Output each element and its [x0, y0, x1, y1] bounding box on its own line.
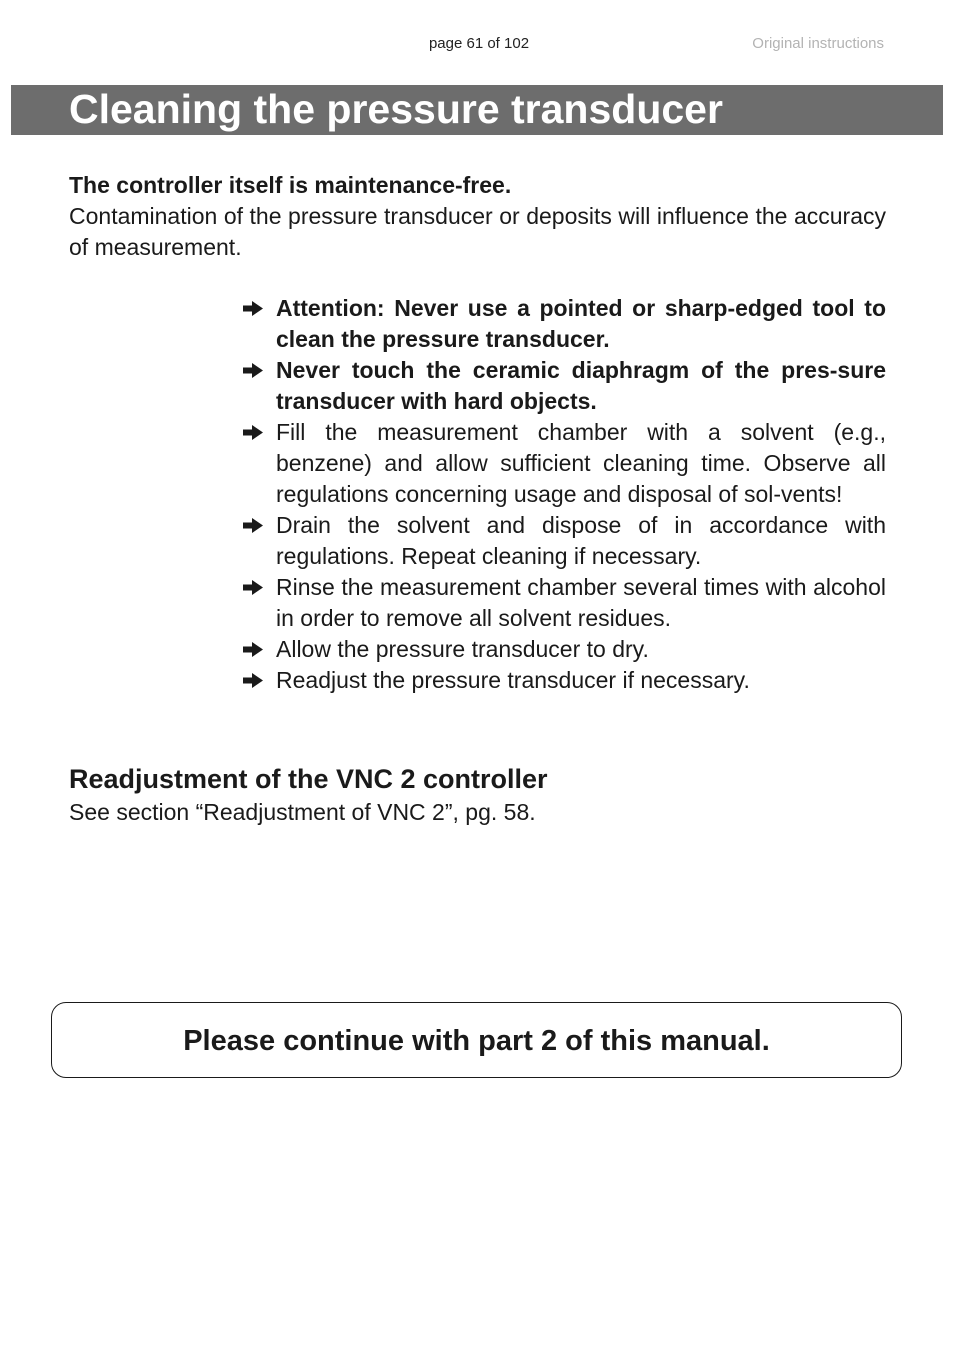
arrow-right-icon	[243, 293, 265, 324]
step-text: Readjust the pressure transducer if necessary.	[276, 667, 750, 693]
step-item	[243, 634, 886, 665]
arrow-right-icon	[243, 417, 265, 448]
arrow-right-icon	[243, 572, 265, 603]
continue-notice-box	[51, 1002, 902, 1078]
step-text: Attention: Never use a pointed or sharp-edged tool to clean the pressure transducer.	[276, 295, 886, 352]
intro-paragraph	[69, 170, 886, 263]
document-type-label: Original instructions	[752, 35, 884, 52]
continue-notice-text: Please continue with part 2 of this manual.	[183, 1025, 770, 1057]
page-number: page 61 of 102	[428, 35, 530, 52]
arrow-right-icon	[243, 634, 265, 665]
readjustment-reference: See section “Readjustment of VNC 2”, pg. 58.	[69, 799, 536, 825]
step-item	[243, 417, 886, 510]
intro-body: Contamination of the pressure transducer or deposits will influence the accuracy of measurement.	[69, 203, 886, 260]
arrow-right-icon	[243, 665, 265, 696]
cleaning-steps-list	[243, 293, 886, 696]
step-text: Drain the solvent and dispose of in accordance with regulations. Repeat cleaning if necessary.	[276, 512, 886, 569]
step-item	[243, 293, 886, 355]
title-bar	[11, 85, 943, 135]
readjustment-heading: Readjustment of the VNC 2 controller	[69, 764, 548, 794]
step-item	[243, 355, 886, 417]
arrow-right-icon	[243, 510, 265, 541]
step-item	[243, 665, 886, 696]
step-text: Fill the measurement chamber with a solvent (e.g., benzene) and allow sufficient cleaning time. Observe all regulations concerning usage and disposal of sol-vents!	[276, 419, 886, 507]
step-text: Allow the pressure transducer to dry.	[276, 636, 649, 662]
step-item	[243, 510, 886, 572]
step-item	[243, 572, 886, 634]
intro-lead: The controller itself is maintenance-free.	[69, 172, 512, 198]
arrow-right-icon	[243, 355, 265, 386]
step-text: Never touch the ceramic diaphragm of the pres-sure transducer with hard objects.	[276, 357, 886, 414]
step-text: Rinse the measurement chamber several times with alcohol in order to remove all solvent residues.	[276, 574, 886, 631]
page-title: Cleaning the pressure transducer	[69, 86, 723, 132]
